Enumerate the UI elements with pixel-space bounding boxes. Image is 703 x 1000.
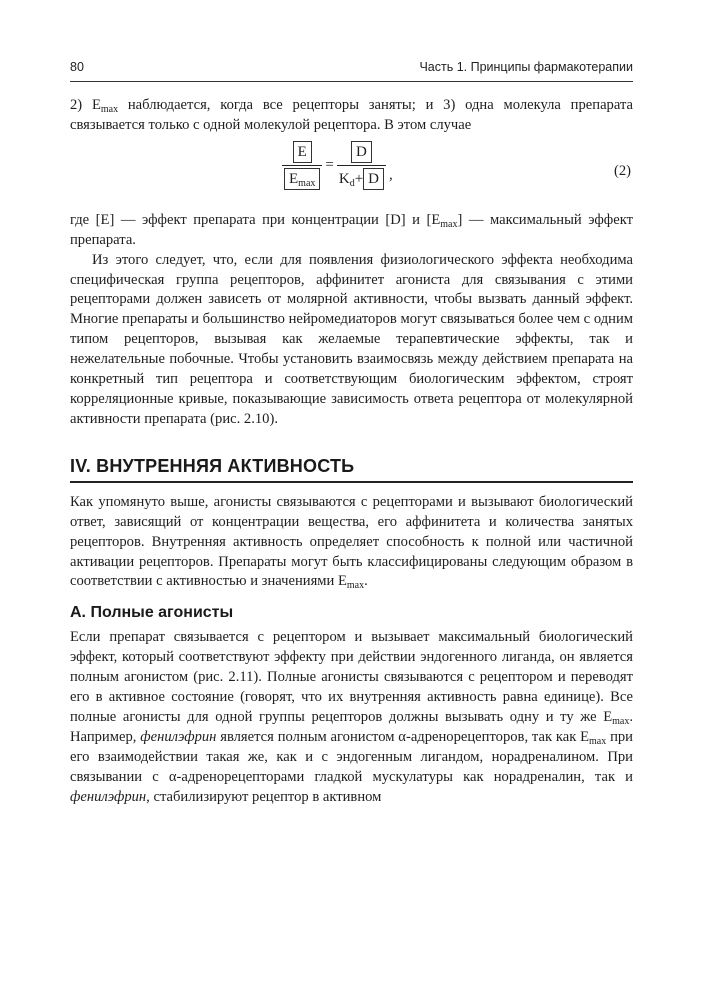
paragraph-intrinsic-activity: Как упомянуто выше, агонисты связываются с рецепторами и вызывают биологический ответ, зависящий от концентрации вещества, его аффинитета и количества занятых рецепторов. Внутренняя активность определяет способность к полной или частичной активации рецепторов. Препараты могут быть классифицированы следующим образом в соответствии с активностью и значениями $E_{max}$.: [70, 493, 633, 592]
running-header: [70, 60, 633, 78]
formula: $\frac{E}{E_{max}}$ = $\frac{D}{K_d+ D}$ ,: [282, 141, 393, 190]
header-rule: [70, 81, 633, 82]
running-title: Часть 1. Принципы фармакотерапии: [419, 60, 633, 74]
section-heading: IV. ВНУТРЕННЯЯ АКТИВНОСТЬ: [70, 456, 633, 483]
paragraph-receptors: Из этого следует, что, если для появления физиологического эффекта необходима специфическая группа рецепторов, аффинитет агониста для связывания с этими рецепторами должен зависеть от молярной активности, чтобы вызвать данный эффект. Многие препараты и большинство нейромедиаторов могут связываться более чем с одним типом рецепторов, вызывая как желаемые терапевтические эффекты, так и нежелательные побочные. Чтобы установить взаимосвязь между действием препарата на конкретный тип рецептора и соответствующим биологическим эффектом, строят корреляционные кривые, показывающие зависимость ответа рецептора от молекулярной активности препарата (рис. 2.10).: [70, 251, 633, 427]
paragraph-where: где [E] — эффект препарата при концентрации [D] и $[E_{max}]$ — максимальный эффект препарата.: [70, 211, 634, 248]
fraction-left: $\frac{E}{E_{max}}$: [282, 141, 322, 190]
page-number: 80: [70, 60, 84, 74]
book-page: [70, 60, 633, 807]
subsection-heading: А. Полные агонисты: [70, 604, 234, 622]
equation-2: [70, 139, 633, 209]
paragraph-conditions: 2) $E_{max}$ наблюдается, когда все рецепторы заняты; и 3) одна молекула препарата связывается только с одной молекулой рецептора. В этом случае: [70, 97, 633, 133]
paragraph-full-agonists: Если препарат связывается с рецептором и вызывает максимальный биологический эффект, который соответствуют эффекту при действии эндогенного лиганда, он является полным агонистом (рис. 2.11). Полные агонисты связываются с рецептором и переводят его в активное состояние (говорят, что их внутренняя активность равна единице). Все полные агонисты для одной группы рецепторов должны вызывать одну и ту же $E_{max}$. Например, фенилэфрин является полным агонистом α-адренорецепторов, так как $E_{max}$ при его взаимодействии такая же, как и с эндогенным лигандом, норадреналином. При связывании с α-адренорецепторами гладкой мускулатуры как норадреналин, так и фенилэфрин, стабилизируют рецептор в активном: [70, 629, 633, 805]
fraction-right: $\frac{D}{K_d+ D}$: [337, 141, 386, 190]
equation-number: (2): [613, 162, 631, 179]
